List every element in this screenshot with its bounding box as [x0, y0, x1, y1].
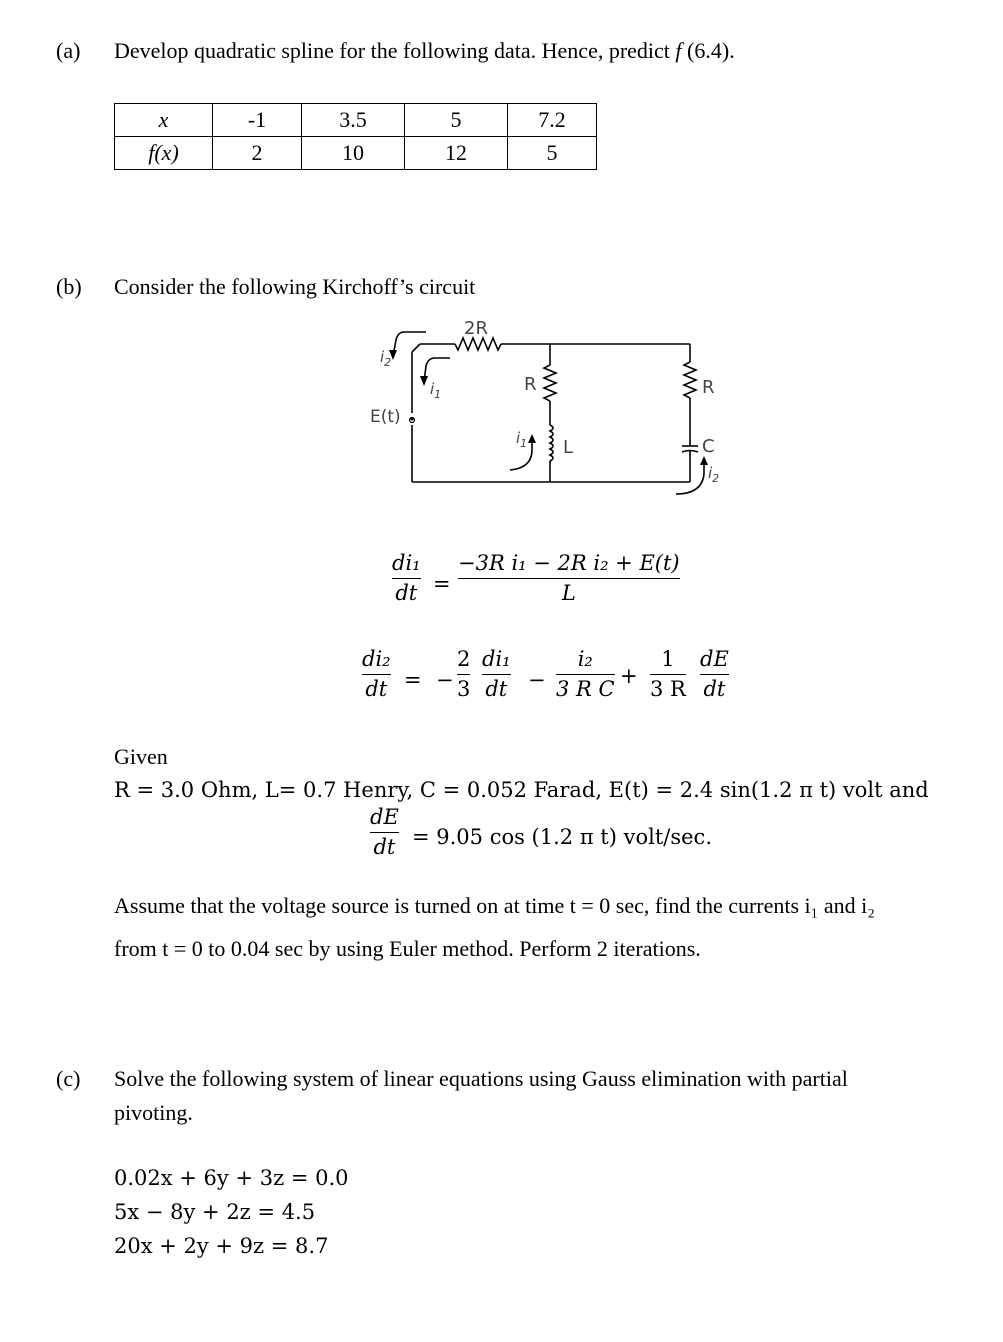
given-line: R = 3.0 Ohm, L= 0.7 Henry, C = 0.052 Farad, E(t) = 2.4 sin(1.2 π t) volt and: [114, 778, 929, 802]
part-c-label: (c): [56, 1066, 81, 1091]
label-R-mid: R: [524, 374, 537, 395]
eq1-equals: =: [433, 572, 451, 596]
part-c-prompt-line-2: pivoting.: [114, 1100, 193, 1125]
eq2-plus: +: [620, 664, 638, 688]
equation-2: 5x − 8y + 2z = 4.5: [114, 1200, 316, 1224]
label-i1-left: i: [430, 380, 435, 398]
label-E: E(t): [370, 407, 401, 427]
resistor-R-right: [684, 362, 696, 398]
table-cell: 7.2: [508, 104, 597, 137]
svg-text:i1: [430, 380, 441, 401]
table-row-fx: [115, 137, 597, 170]
part-b-prompt: Consider the following Kirchoff’s circuit: [114, 274, 476, 299]
part-a-prompt-suffix: (6.4).: [681, 38, 735, 63]
table-cell: 5: [508, 137, 597, 170]
svg-text:i2: [708, 464, 719, 485]
part-b-label: (b): [56, 274, 82, 299]
inductor-L: [550, 425, 553, 461]
eq2-equals: =: [404, 668, 422, 692]
eq2-minus1: −: [436, 668, 454, 692]
label-R-right: R: [702, 377, 715, 398]
eq1-lhs: di₁ dt: [392, 551, 421, 606]
dE-rhs: = 9.05 cos (1.2 π t) volt/sec.: [412, 825, 712, 849]
equation-1: 0.02x + 6y + 3z = 0.0: [114, 1166, 349, 1190]
table-cell: 10: [302, 137, 405, 170]
table-cell: 2: [213, 137, 302, 170]
table-cell: 5: [405, 104, 508, 137]
data-table: [114, 103, 597, 170]
table-row-x: [115, 104, 597, 137]
svg-text:i1: [516, 429, 527, 450]
label-i2-right: i: [708, 464, 713, 482]
part-a-prompt-fn: f: [675, 38, 682, 63]
given-label: Given: [114, 744, 168, 769]
table-cell: 3.5: [302, 104, 405, 137]
label-i1-left-sub: 1: [434, 388, 442, 401]
label-C: C: [702, 436, 715, 457]
table-cell: 12: [405, 137, 508, 170]
label-i2-left: i: [380, 348, 385, 366]
label-L: L: [563, 437, 574, 458]
label-2R: 2R: [464, 318, 488, 339]
table-cell: -1: [213, 104, 302, 137]
resistor-2R: [455, 338, 501, 350]
eq2-t1-coef: 2 3: [457, 647, 471, 702]
label-i2-left-sub: 2: [384, 356, 392, 369]
label-i2-right-sub: 2: [712, 472, 720, 485]
assume-line-2: from t = 0 to 0.04 sec by using Euler method. Perform 2 iterations.: [114, 936, 701, 961]
part-a-prompt: [114, 38, 735, 64]
eq2-t2: i₂ 3 R C: [556, 647, 615, 702]
label-i1-mid-sub: 1: [520, 437, 528, 450]
assume-line-1: Assume that the voltage source is turned on at time t = 0 sec, find the currents i₁ and i₂: [114, 893, 875, 918]
eq2-t3: dE dt: [700, 647, 729, 702]
label-i1-mid: i: [516, 429, 521, 447]
table-header-fx: f(x): [115, 137, 213, 170]
resistor-R-mid: [544, 365, 556, 401]
eq2-t1: di₁ dt: [482, 647, 511, 702]
part-a-label: (a): [56, 38, 81, 63]
equation-3: 20x + 2y + 9z = 8.7: [114, 1234, 329, 1258]
eq1-rhs: −3R i₁ − 2R i₂ + E(t) L: [458, 551, 680, 606]
part-a-prompt-prefix: Develop quadratic spline for the following data. Hence, predict: [114, 38, 676, 63]
circuit-diagram: [360, 310, 740, 505]
eq2-lhs: di₂ dt: [362, 647, 391, 702]
table-header-x: x: [115, 104, 213, 137]
dE-dt: dE dt: [370, 805, 399, 860]
eq2-minus2: −: [528, 668, 546, 692]
eq2-t3-coef: 1 3 R: [650, 647, 686, 702]
part-c-prompt-line-1: Solve the following system of linear equations using Gauss elimination with partial: [114, 1066, 848, 1091]
